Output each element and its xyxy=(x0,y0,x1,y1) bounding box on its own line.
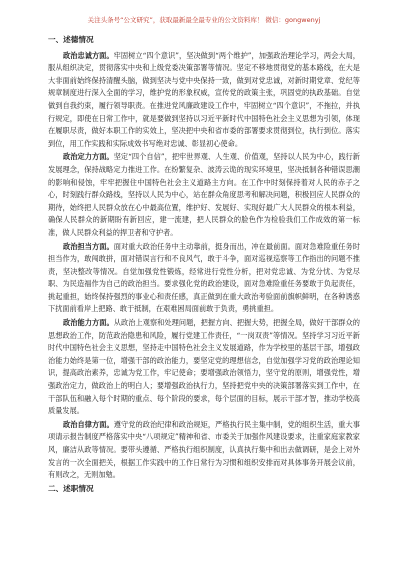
paragraph-lead: 政治定力方面。 xyxy=(63,152,114,162)
paragraph-political-responsibility xyxy=(48,241,360,317)
document-body xyxy=(48,34,360,498)
paragraph-text: 坚定“四个自信”，把牢世界观、人生观、价值观，坚持以人民为中心，践行新发展理念，保持战略定力推进工作。在纷繁复杂、波涛云诡的现实环境里，坚决抵制各种错误思潮的影响和侵蚀，牢牢把握住中国特色社会主义道路主方向。在工作中时刻保持着对人民的赤子之心，时刻践行群众路线，坚持以人民为中心，站在群众角度思考和解决问题，积极回应人民群众的期待，始终把人民群众放在心中最高位置，维护好、发展好、实现好最广大人民群众的根本利益，确保人民群众的新期盼有新回应，建一流建，把人民群众的脸色作为检验我们工作成效的第一标准，做人民群众利益的捍卫者和守护者。 xyxy=(48,152,360,237)
paragraph-text: 从政治上观察和处理问题，把握方向、把握大势，把握全局，做好干部群众的思想政治工作，防范政治隐患和风险，履行党建工作责任，“一岗双责”等情况。坚持学习习近平新时代中国特色社会主义思想，坚持走中国特色社会主义发展道路，作为学校里的基层干部，增强政治能力始终是第一位，增强干部的政治能力，要坚定党的理想信念，自觉加强学习党的政治理论知识，提高政治素养，忠诚为党工作，牢记使命；要增强政治领悟力，坚守党的原则，增强党性，增强政治定力，做政治上的明白人；要增强政治执行力，坚持把党中央的决策部署落实到工作中，在干部队伍和融入每个时期的重点、每个阶段的要求，每个层面的目标，展示干部才智，推动学校高质量发展。 xyxy=(48,318,360,416)
paragraph-political-loyalty xyxy=(48,50,360,151)
paragraph-political-discipline xyxy=(48,419,360,482)
promo-banner: 关注头条号“公文研究”，获取最新最全最专业的公文资料库！ 微信：gongwenyj xyxy=(87,16,321,24)
paragraph-lead: 政治能力方面。 xyxy=(63,318,114,328)
paragraph-lead: 政治自律方面。 xyxy=(63,419,114,429)
paragraph-text: 面对重大政治任务中主动靠前，挺身而出，冲在最前面。面对急难险重任务时担当作为，敢闯敢拼，面对错误言行和不良风气，敢于斗争，面对巡视巡察等工作指出的问题不推责，坚决整改等情况。自觉加强党性锻炼，经常进行党性分析，把对党忠诚、为党分忧、为党尽职、为民造福作为自己的政治担当。要求强化党的政治建设，面对急难险重任务要敢于负起责任，挑起重担，始终保持强烈的事业心和责任感，真正做到在重大政治考验面前旗帜鲜明，在各种诱惑下扰面前看岸上把路、敢于抵制，在艰难困局面前敢于负责，勇挑重担。 xyxy=(48,241,360,314)
paragraph-political-resolve xyxy=(48,151,360,239)
section-heading: 二、述职情况 xyxy=(48,483,94,493)
paragraph-political-ability xyxy=(48,317,360,418)
paragraph-lead: 政治忠诚方面。 xyxy=(63,50,114,60)
paragraph-text: 遵守党的政治纪律和政治规矩，严格执行民主集中制，党的组织生活，重大事项请示报告制度严格落实中央“八项规定”精神和省、市委关于加强作风建设要求，注重家庭家教家风，廉洁从政等情况。要带头遵循、严格执行组织制度，认真执行集中和出去做调研，是会上对外发言的一次全面把关，根据工作实践中的工作日常行为习惯和组织安排而对具体事务开展会议前，有则改之，无则加勉。 xyxy=(48,419,360,480)
section-heading: 一、述德情况 xyxy=(48,35,94,44)
paragraph-lead: 政治担当方面。 xyxy=(63,241,114,251)
paragraph-text: 牢固树立“四个意识”，坚决做到“两个维护”，加强政治理论学习，两会大局，服从组织决定，贯彻落实中央和上级党委决策部署等情况。坚定不移地贯彻党的基本路线，在大是大非面前始终保持清醒头脑，做到坚决与党中央保持一致，做到对党忠诚，对新时期党章、党纪等规章制度进行深入全面的学习，维护党的形象权威，宣传党的政策主张，巩固党的执政基础。自觉做到自我约束，履行领导职责。在推进党风廉政建设工作中，牢固树立“四个意识”，不拖拉，并执行规定，即使在日常工作中，就是要做到坚持以习近平新时代中国特色社会主义思想为引领，体现在履职尽责，做好本职工作的实效上，坚决把中央和省市委的部署要求贯彻到位，执行到位。落实到位，用工作实践和实际成效书写绝对忠诚、彰显初心使命。 xyxy=(48,50,360,148)
